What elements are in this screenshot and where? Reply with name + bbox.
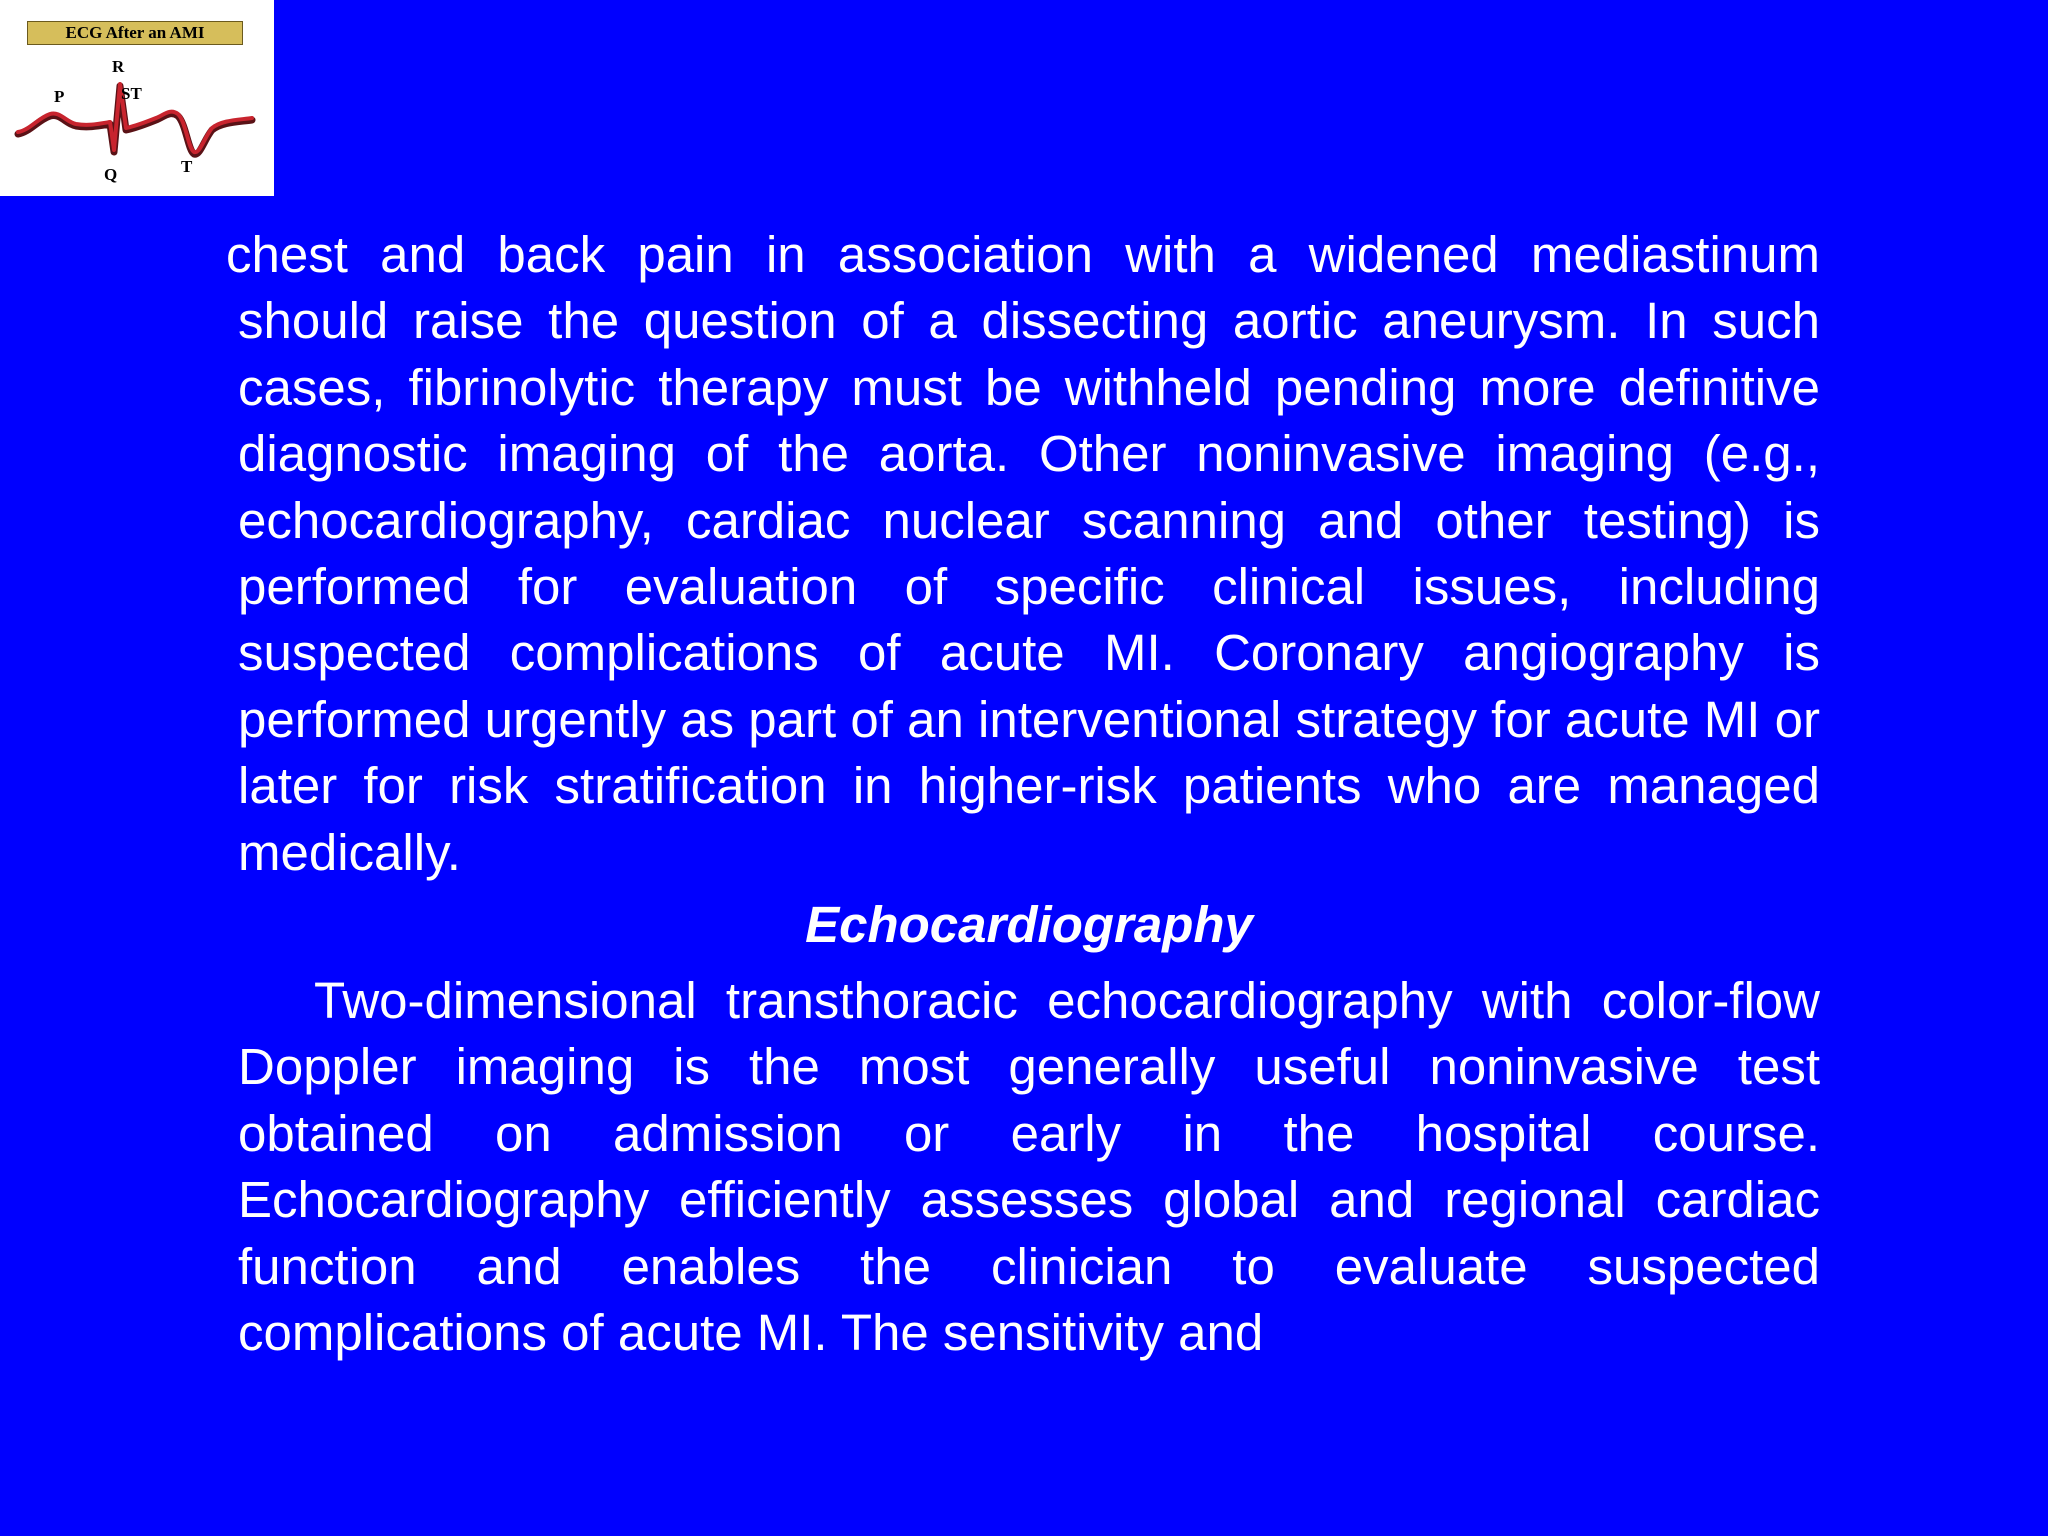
- label-st: ST: [121, 84, 142, 103]
- ecg-logo: [0, 0, 274, 196]
- ecg-waveform-icon: [0, 0, 274, 196]
- paragraph-echocardiography: Two-dimensional transthoracic echocardiography with color-flow Doppler imaging is the most generally useful noninvasive test obtained on admission or early in the hospital course. Echocardiography efficiently assesses global and regional cardiac function and enables the clinician to evaluate suspected complications of acute MI. The sensitivity and: [238, 972, 1820, 1362]
- paragraph-aortic-dissection: chest and back pain in association with a widened mediastinum should raise the question of a dissecting aortic aneurysm. In such cases, fibrinolytic therapy must be withheld pending more definitive diagnostic imaging of the aorta. Other noninvasive imaging (e.g., echocardiography, cardiac nuclear scanning and other testing) is performed for evaluation of specific clinical issues, including suspected complications of acute MI. Coronary angiography is performed urgently as part of an interventional strategy for acute MI or later for risk stratification in higher-risk patients who are managed medically.: [226, 226, 1820, 881]
- label-t: T: [181, 157, 193, 176]
- logo-title: ECG After an AMI: [27, 21, 243, 45]
- slide-body: [226, 222, 1820, 1367]
- section-heading: Echocardiography: [805, 896, 1253, 954]
- label-p: P: [54, 87, 65, 106]
- label-r: R: [112, 57, 125, 76]
- label-q: Q: [104, 165, 118, 184]
